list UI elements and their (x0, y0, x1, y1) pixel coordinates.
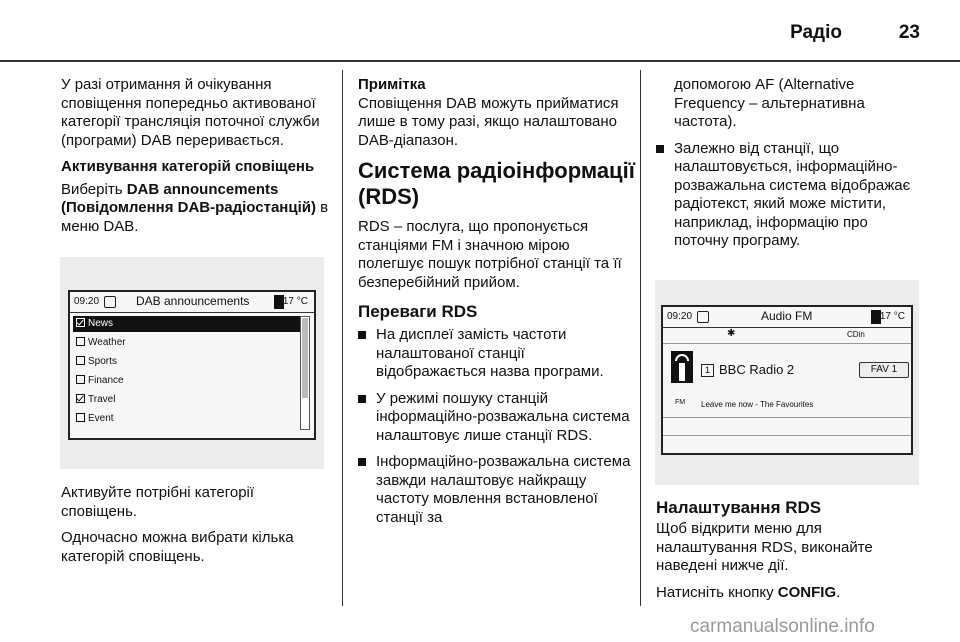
bullet-icon (358, 331, 366, 339)
screen-divider (663, 417, 911, 418)
checkbox-icon[interactable] (76, 413, 85, 422)
bullet-icon (656, 145, 664, 153)
preset-number: 1 (701, 364, 714, 377)
press-suffix: . (836, 583, 841, 601)
back-icon[interactable] (104, 296, 116, 308)
fav-button[interactable]: FAV 1 (859, 362, 909, 378)
antenna-icon (671, 351, 693, 383)
list-item (358, 390, 636, 446)
menu-item-travel[interactable] (73, 392, 115, 408)
header-divider (0, 60, 960, 62)
cdin-label: CDin (847, 330, 865, 339)
checkbox-checked-icon[interactable] (76, 318, 85, 327)
clock-text: 09:20 (74, 296, 100, 307)
checkbox-icon[interactable] (76, 356, 85, 365)
column-divider-1 (342, 70, 343, 606)
column-3 (656, 76, 918, 259)
rds-description: RDS – послуга, що пропонується станціями FM і значною мірою полегшує пошук потрібної станції та її безперебійний прийом. (358, 218, 622, 291)
back-icon[interactable] (697, 311, 709, 323)
menu-item-finance[interactable] (73, 373, 124, 389)
temperature-text: 17 °C (282, 296, 308, 307)
settings-text: Щоб відкрити меню для налаштування RDS, виконайте наведені нижче дії. (656, 520, 873, 574)
dab-screen-frame (60, 257, 324, 469)
bullet-icon (358, 458, 366, 466)
config-label: CONFIG (777, 583, 837, 601)
list-item-text: У режимі пошуку станцій інформаційно-розважальна система налаштовує лише станції RDS. (376, 389, 630, 444)
press-config-instruction (656, 584, 918, 603)
audio-fm-screen (661, 305, 913, 455)
list-item (358, 453, 636, 527)
note-title: Примітка (358, 76, 426, 93)
clock-text: 09:20 (667, 311, 693, 322)
checkbox-checked-icon[interactable] (76, 394, 85, 403)
advantages-list (358, 326, 636, 527)
bluetooth-icon: ✱ (727, 328, 736, 339)
scroll-thumb[interactable] (302, 318, 308, 398)
select-suffix: в меню DAB. (61, 199, 329, 235)
advantages-heading: Переваги RDS (358, 302, 478, 321)
af-continuation: допомогою AF (Alternative Frequency – альтернативна частота). (674, 76, 865, 130)
radiotext-line: Leave me now - The Favourites (701, 400, 814, 409)
menu-item-news[interactable] (73, 316, 302, 332)
radiotext-list (656, 140, 918, 251)
press-prefix: Натисніть кнопку (656, 583, 778, 601)
list-item (656, 140, 918, 251)
band-label: FM (675, 399, 686, 406)
station-name: BBC Radio 2 (719, 362, 795, 377)
list-item-text: Залежно від станції, що налаштовується, інформаційно-розважальна система відображає радіотекст, який може містити, наприклад, інформацію про поточну програму. (674, 139, 911, 249)
activation-heading: Активування категорій сповіщень (61, 158, 315, 175)
menu-item-label: Finance (88, 375, 124, 386)
checkbox-icon[interactable] (76, 337, 85, 346)
menu-item-label: News (88, 318, 114, 329)
screen-divider (663, 435, 911, 436)
menu-item-label: Weather (88, 337, 126, 348)
column-divider-2 (640, 70, 641, 606)
secondary-bar (663, 327, 911, 344)
bullet-icon (358, 395, 366, 403)
menu-item-label: Sports (88, 356, 117, 367)
temperature-text: 17 °C (879, 311, 905, 322)
column-2 (358, 76, 636, 535)
menu-item-sports[interactable] (73, 354, 117, 370)
multiple-paragraph: Одночасно можна вибрати кілька категорій сповіщень. (61, 529, 294, 565)
rds-heading: Система радіоінформації (RDS) (358, 158, 635, 209)
checkbox-icon[interactable] (76, 375, 85, 384)
activate-paragraph: Активуйте потрібні категорії сповіщень. (61, 484, 255, 520)
page-number: 23 (898, 22, 920, 43)
column-1 (61, 76, 331, 244)
screen-status-bar (70, 292, 314, 313)
menu-item-event[interactable] (73, 411, 114, 427)
menu-item-weather[interactable] (73, 335, 126, 351)
column-1-lower (61, 484, 331, 574)
menu-scrollbar[interactable] (300, 316, 310, 430)
note-text: Сповіщення DAB можуть прийматися лише в тому разі, якщо налаштовано DAB-діапазон. (358, 94, 619, 149)
column-3-lower (656, 498, 918, 610)
select-prefix: Виберіть (61, 180, 127, 198)
audio-fm-screen-frame (655, 280, 919, 485)
page-section-title: Радіо (790, 22, 842, 43)
dab-announcements-screen (68, 290, 316, 440)
list-item (358, 326, 636, 382)
list-item-text: На дисплеї замість частоти налаштованої станції відображається назва програми. (376, 326, 604, 380)
screen-status-bar (663, 307, 911, 328)
screen-title: DAB announcements (136, 294, 250, 308)
settings-heading: Налаштування RDS (656, 498, 822, 517)
menu-item-label: Event (88, 413, 114, 424)
screen-title: Audio FM (761, 309, 813, 323)
intro-paragraph: У разі отримання й очікування сповіщення попередньо активованої категорії трансляція поточної служби (програми) DAB переривається. (61, 76, 320, 149)
watermark: carmanualsonline.info (690, 616, 875, 637)
list-item-text: Інформаційно-розважальна система завжди налаштовує найкращу частоту мовлення встановленої станції за (376, 453, 631, 526)
select-instruction (61, 181, 331, 237)
dab-announcements-label: DAB announcements (Повідомлення DAB-радіостанцій) (61, 180, 316, 216)
menu-item-label: Travel (88, 394, 116, 405)
